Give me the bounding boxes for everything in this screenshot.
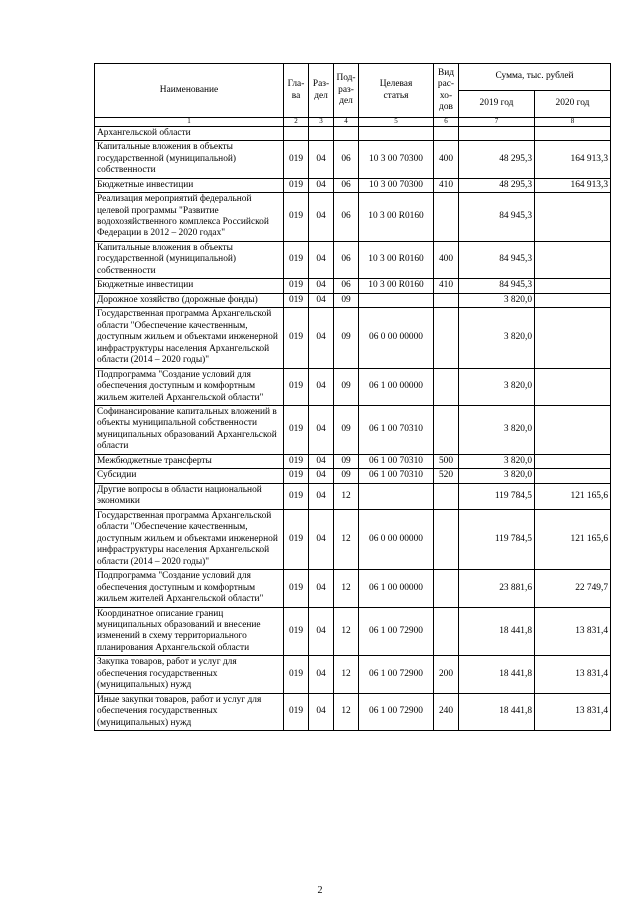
row-target-article: 06 0 00 00000	[359, 308, 434, 368]
row-sum-2020: 13 831,4	[535, 656, 611, 693]
row-chapter: 019	[284, 406, 309, 455]
row-subsection: 06	[334, 241, 359, 278]
row-target-article: 06 1 00 70310	[359, 406, 434, 455]
row-sum-2019: 48 295,3	[459, 178, 535, 192]
row-subsection	[334, 126, 359, 140]
row-name: Координатное описание границ муниципальных образований и внесение изменений в схему территориального планирования Архангельской области	[95, 607, 284, 656]
row-expense-type	[434, 293, 459, 307]
row-subsection: 12	[334, 607, 359, 656]
row-name: Капитальные вложения в объекты государственной (муниципальной) собственности	[95, 241, 284, 278]
row-sum-2020: 22 749,7	[535, 570, 611, 607]
row-name: Государственная программа Архангельской области "Обеспечение качественным, доступным жильем и объектами инженерной инфраструктуры населения Архангельской области (2014 – 2020 годы)"	[95, 509, 284, 569]
table-row	[95, 279, 611, 293]
table-row	[95, 469, 611, 483]
row-sum-2020	[535, 279, 611, 293]
row-subsection: 12	[334, 509, 359, 569]
row-target-article: 10 3 00 R0160	[359, 193, 434, 242]
row-target-article: 06 1 00 00000	[359, 570, 434, 607]
row-sum-2019: 18 441,8	[459, 693, 535, 730]
row-section: 04	[309, 241, 334, 278]
column-number: 8	[535, 118, 611, 127]
row-section: 04	[309, 308, 334, 368]
table-row	[95, 509, 611, 569]
row-name: Закупка товаров, работ и услуг для обеспечения государственных (муниципальных) нужд	[95, 656, 284, 693]
row-sum-2019: 84 945,3	[459, 193, 535, 242]
row-section: 04	[309, 469, 334, 483]
row-section: 04	[309, 141, 334, 178]
row-sum-2020: 164 913,3	[535, 178, 611, 192]
column-number: 7	[459, 118, 535, 127]
row-sum-2020	[535, 293, 611, 307]
table-row	[95, 141, 611, 178]
row-sum-2019: 48 295,3	[459, 141, 535, 178]
row-section: 04	[309, 656, 334, 693]
row-chapter: 019	[284, 454, 309, 468]
row-subsection: 06	[334, 279, 359, 293]
row-name: Бюджетные инвестиции	[95, 279, 284, 293]
row-sum-2020: 121 165,6	[535, 509, 611, 569]
table-row	[95, 693, 611, 730]
table-row	[95, 178, 611, 192]
header-section: Раз- дел	[309, 64, 334, 118]
table-row	[95, 241, 611, 278]
row-section: 04	[309, 293, 334, 307]
row-sum-2020: 164 913,3	[535, 141, 611, 178]
row-expense-type	[434, 509, 459, 569]
row-sum-2019: 84 945,3	[459, 279, 535, 293]
header-expense-type: Вид рас- хо- дов	[434, 64, 459, 118]
row-chapter: 019	[284, 483, 309, 509]
header-year-2019: 2019 год	[459, 91, 535, 118]
row-sum-2019: 3 820,0	[459, 454, 535, 468]
row-target-article: 06 1 00 70310	[359, 469, 434, 483]
row-name: Субсидии	[95, 469, 284, 483]
row-name: Софинансирование капитальных вложений в объекты муниципальной собственности муниципальных образований Архангельской области	[95, 406, 284, 455]
table-row	[95, 454, 611, 468]
row-chapter: 019	[284, 693, 309, 730]
row-chapter: 019	[284, 570, 309, 607]
column-number: 2	[284, 118, 309, 127]
table-row	[95, 406, 611, 455]
row-sum-2020	[535, 126, 611, 140]
row-sum-2019: 3 820,0	[459, 368, 535, 405]
row-target-article	[359, 126, 434, 140]
column-numbers-row	[95, 118, 611, 127]
row-sum-2020: 121 165,6	[535, 483, 611, 509]
row-name: Подпрограмма "Создание условий для обеспечения доступным и комфортным жильем жителей Архангельской области"	[95, 368, 284, 405]
row-section	[309, 126, 334, 140]
row-name: Капитальные вложения в объекты государственной (муниципальной) собственности	[95, 141, 284, 178]
row-expense-type: 520	[434, 469, 459, 483]
table-row	[95, 483, 611, 509]
row-chapter: 019	[284, 607, 309, 656]
row-sum-2020	[535, 308, 611, 368]
row-section: 04	[309, 607, 334, 656]
row-sum-2019: 3 820,0	[459, 406, 535, 455]
row-sum-2019: 3 820,0	[459, 308, 535, 368]
row-chapter: 019	[284, 141, 309, 178]
row-target-article	[359, 293, 434, 307]
row-subsection: 09	[334, 308, 359, 368]
row-target-article: 06 1 00 70310	[359, 454, 434, 468]
row-chapter: 019	[284, 308, 309, 368]
row-chapter: 019	[284, 368, 309, 405]
table-row	[95, 570, 611, 607]
header-target-article: Целевая статья	[359, 64, 434, 118]
row-name: Бюджетные инвестиции	[95, 178, 284, 192]
header-year-2020: 2020 год	[535, 91, 611, 118]
row-section: 04	[309, 570, 334, 607]
column-number: 4	[334, 118, 359, 127]
header-row	[95, 64, 611, 91]
row-sum-2019: 84 945,3	[459, 241, 535, 278]
column-number: 1	[95, 118, 284, 127]
table-row	[95, 293, 611, 307]
row-subsection: 09	[334, 293, 359, 307]
row-chapter: 019	[284, 293, 309, 307]
row-sum-2020	[535, 454, 611, 468]
row-target-article: 06 1 00 72900	[359, 656, 434, 693]
row-expense-type: 240	[434, 693, 459, 730]
row-name: Дорожное хозяйство (дорожные фонды)	[95, 293, 284, 307]
row-section: 04	[309, 279, 334, 293]
row-sum-2020: 13 831,4	[535, 693, 611, 730]
row-sum-2020	[535, 193, 611, 242]
row-target-article: 06 0 00 00000	[359, 509, 434, 569]
row-subsection: 09	[334, 469, 359, 483]
row-expense-type	[434, 483, 459, 509]
row-sum-2019: 3 820,0	[459, 293, 535, 307]
row-sum-2019: 23 881,6	[459, 570, 535, 607]
row-section: 04	[309, 193, 334, 242]
row-chapter	[284, 126, 309, 140]
row-sum-2020	[535, 368, 611, 405]
table-body	[95, 126, 611, 731]
row-sum-2020: 13 831,4	[535, 607, 611, 656]
row-name: Другие вопросы в области национальной экономики	[95, 483, 284, 509]
row-expense-type: 400	[434, 241, 459, 278]
row-expense-type	[434, 607, 459, 656]
row-expense-type	[434, 570, 459, 607]
row-subsection: 06	[334, 141, 359, 178]
row-chapter: 019	[284, 469, 309, 483]
row-section: 04	[309, 406, 334, 455]
row-target-article: 06 1 00 72900	[359, 607, 434, 656]
row-target-article: 10 3 00 R0160	[359, 279, 434, 293]
row-expense-type	[434, 193, 459, 242]
row-subsection: 09	[334, 368, 359, 405]
column-number: 6	[434, 118, 459, 127]
row-expense-type	[434, 368, 459, 405]
row-section: 04	[309, 454, 334, 468]
row-target-article: 10 3 00 R0160	[359, 241, 434, 278]
row-chapter: 019	[284, 178, 309, 192]
row-expense-type: 200	[434, 656, 459, 693]
row-target-article: 10 3 00 70300	[359, 178, 434, 192]
row-name: Реализация мероприятий федеральной целевой программы "Развитие водохозяйственного комплекса Российской Федерации в 2012 – 2020 годах"	[95, 193, 284, 242]
row-subsection: 12	[334, 570, 359, 607]
row-chapter: 019	[284, 279, 309, 293]
row-section: 04	[309, 693, 334, 730]
row-sum-2019	[459, 126, 535, 140]
row-expense-type: 410	[434, 178, 459, 192]
header-sum: Сумма, тыс. рублей	[459, 64, 611, 91]
page-number: 2	[317, 885, 323, 896]
row-name: Архангельской области	[95, 126, 284, 140]
row-target-article	[359, 483, 434, 509]
row-sum-2019: 18 441,8	[459, 656, 535, 693]
row-expense-type	[434, 126, 459, 140]
table-row	[95, 607, 611, 656]
row-sum-2019: 119 784,5	[459, 483, 535, 509]
column-number: 5	[359, 118, 434, 127]
row-target-article: 06 1 00 00000	[359, 368, 434, 405]
row-target-article: 06 1 00 72900	[359, 693, 434, 730]
table-row	[95, 308, 611, 368]
row-sum-2020	[535, 406, 611, 455]
row-subsection: 09	[334, 454, 359, 468]
row-expense-type	[434, 406, 459, 455]
row-sum-2019: 119 784,5	[459, 509, 535, 569]
row-sum-2020	[535, 241, 611, 278]
row-section: 04	[309, 509, 334, 569]
row-name: Подпрограмма "Создание условий для обеспечения доступным и комфортным жильем жителей Архангельской области"	[95, 570, 284, 607]
row-expense-type: 500	[434, 454, 459, 468]
table-row	[95, 656, 611, 693]
row-section: 04	[309, 368, 334, 405]
row-subsection: 06	[334, 193, 359, 242]
table-row	[95, 193, 611, 242]
row-sum-2019: 18 441,8	[459, 607, 535, 656]
header-name: Наименование	[95, 64, 284, 118]
header-chapter: Гла- ва	[284, 64, 309, 118]
row-expense-type	[434, 308, 459, 368]
row-sum-2020	[535, 469, 611, 483]
row-subsection: 12	[334, 483, 359, 509]
row-expense-type: 410	[434, 279, 459, 293]
row-section: 04	[309, 483, 334, 509]
table-row	[95, 368, 611, 405]
row-section: 04	[309, 178, 334, 192]
table-row	[95, 126, 611, 140]
row-sum-2019: 3 820,0	[459, 469, 535, 483]
row-name: Государственная программа Архангельской области "Обеспечение качественным, доступным жильем и объектами инженерной инфраструктуры населения Архангельской области (2014 – 2020 годы)"	[95, 308, 284, 368]
row-name: Межбюджетные трансферты	[95, 454, 284, 468]
column-number: 3	[309, 118, 334, 127]
row-chapter: 019	[284, 193, 309, 242]
row-subsection: 12	[334, 656, 359, 693]
header-subsection: Под- раз- дел	[334, 64, 359, 118]
row-chapter: 019	[284, 656, 309, 693]
row-subsection: 06	[334, 178, 359, 192]
row-target-article: 10 3 00 70300	[359, 141, 434, 178]
row-chapter: 019	[284, 509, 309, 569]
budget-table	[94, 63, 611, 731]
row-subsection: 12	[334, 693, 359, 730]
row-subsection: 09	[334, 406, 359, 455]
row-expense-type: 400	[434, 141, 459, 178]
row-chapter: 019	[284, 241, 309, 278]
row-name: Иные закупки товаров, работ и услуг для обеспечения государственных (муниципальных) нужд	[95, 693, 284, 730]
